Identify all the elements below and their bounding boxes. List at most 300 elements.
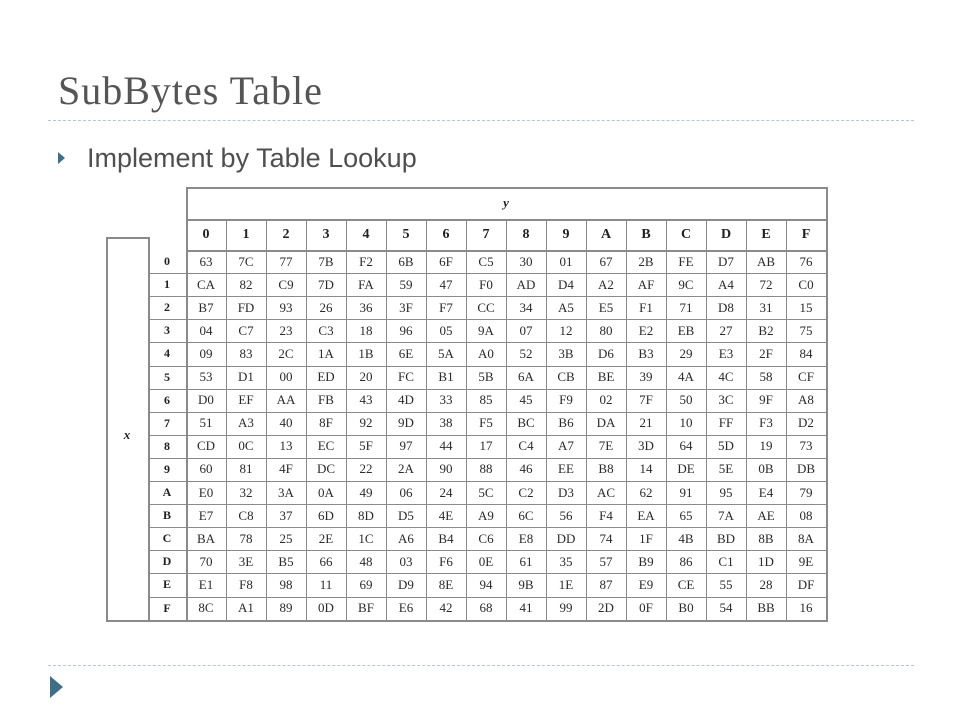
row-header: C: [162, 531, 172, 546]
grid-line: [786, 219, 787, 620]
sbox-cell: CC: [477, 299, 495, 315]
sbox-cell: 65: [679, 507, 693, 523]
sbox-cell: 4E: [438, 507, 454, 523]
sbox-cell: 80: [599, 322, 613, 338]
sbox-cell: 3A: [278, 484, 294, 500]
sbox-cell: BE: [597, 369, 615, 385]
grid-line: [546, 219, 547, 620]
sbox-cell: A2: [598, 276, 614, 292]
sbox-cell: DE: [677, 461, 695, 477]
row-header: A: [162, 485, 172, 500]
sbox-cell: 8B: [758, 530, 774, 546]
sbox-cell: 58: [759, 369, 773, 385]
sbox-cell: D4: [558, 276, 574, 292]
sbox-cell: 29: [679, 345, 693, 361]
grid-line: [148, 573, 826, 574]
sbox-cell: AE: [757, 507, 775, 523]
grid-line: [346, 219, 347, 620]
sbox-cell: D5: [398, 507, 414, 523]
sbox-cell: 8E: [438, 576, 454, 592]
sbox-cell: 8F: [319, 415, 333, 431]
column-header: F: [801, 226, 811, 242]
sbox-cell: 57: [599, 553, 613, 569]
sbox-cell: F1: [639, 299, 653, 315]
sbox-cell: 4C: [718, 369, 734, 385]
sbox-cell: E1: [198, 576, 214, 592]
sbox-cell: 2A: [398, 461, 414, 477]
sbox-cell: 52: [519, 345, 533, 361]
sbox-cell: 7C: [238, 253, 254, 269]
sbox-cell: D3: [558, 484, 574, 500]
sbox-cell: DA: [596, 415, 616, 431]
sbox-cell: 34: [519, 299, 533, 315]
sbox-cell: 5B: [478, 369, 494, 385]
grid-line: [148, 319, 826, 320]
sbox-cell: 10: [679, 415, 693, 431]
sbox-cell: C5: [478, 253, 494, 269]
sbox-cell: 4F: [279, 461, 293, 477]
sbox-cell: 4D: [398, 392, 414, 408]
sbox-cell: F5: [479, 415, 493, 431]
sbox-cell: 26: [319, 299, 333, 315]
sbox-cell: BF: [358, 600, 374, 616]
grid-line: [148, 389, 826, 390]
sbox-cell: 61: [519, 553, 533, 569]
row-header: B: [162, 508, 171, 523]
sbox-cell: EF: [238, 392, 254, 408]
sbox-cell: DF: [797, 576, 815, 592]
sbox-cell: C4: [518, 438, 534, 454]
column-header: 5: [402, 226, 410, 242]
sbox-cell: C6: [478, 530, 494, 546]
column-header: 2: [282, 226, 290, 242]
sbox-cell: 16: [799, 600, 813, 616]
sbox-cell: 90: [439, 461, 453, 477]
sbox-cell: AF: [637, 276, 655, 292]
bullet-arrow-icon: [58, 152, 65, 164]
sbox-cell: E0: [198, 484, 214, 500]
grid-line: [626, 219, 627, 620]
sbox-cell: 3B: [558, 345, 574, 361]
grid-line: [148, 504, 826, 505]
sbox-cell: 0A: [318, 484, 334, 500]
sbox-cell: 08: [799, 507, 813, 523]
column-header: A: [600, 226, 612, 242]
sbox-cell: 2B: [638, 253, 654, 269]
sbox-cell: 3C: [718, 392, 734, 408]
column-header: 6: [442, 226, 450, 242]
sbox-cell: B7: [198, 299, 214, 315]
sbox-cell: 28: [759, 576, 773, 592]
sbox-cell: 5C: [478, 484, 494, 500]
row-header: 5: [164, 369, 170, 384]
sbox-cell: 81: [239, 461, 253, 477]
sbox-cell: D0: [198, 392, 214, 408]
sbox-cell: 44: [439, 438, 453, 454]
grid-line: [706, 219, 707, 620]
sbox-cell: 6E: [398, 345, 414, 361]
sbox-cell: 9A: [478, 322, 494, 338]
sbox-cell: 60: [199, 461, 213, 477]
sbox-table: [106, 187, 826, 629]
sbox-cell: 87: [599, 576, 613, 592]
sbox-cell: D8: [718, 299, 734, 315]
sbox-cell: 53: [199, 369, 213, 385]
x-axis-label: x: [123, 426, 131, 442]
sbox-cell: C7: [238, 322, 254, 338]
sbox-cell: F9: [559, 392, 573, 408]
sbox-cell: E8: [518, 530, 534, 546]
sbox-cell: F7: [439, 299, 453, 315]
sbox-cell: DB: [796, 461, 816, 477]
row-header: 7: [164, 415, 170, 430]
sbox-cell: 8D: [358, 507, 374, 523]
sbox-cell: AB: [756, 253, 776, 269]
sbox-cell: 00: [279, 369, 293, 385]
sbox-cell: 6B: [398, 253, 414, 269]
grid-line: [106, 620, 828, 622]
sbox-cell: 95: [719, 484, 733, 500]
sbox-cell: 75: [799, 322, 813, 338]
sbox-cell: 9E: [798, 553, 814, 569]
column-header: E: [761, 226, 771, 242]
sbox-cell: 22: [359, 461, 373, 477]
sbox-cell: 5F: [359, 438, 373, 454]
bullet-text: Implement by Table Lookup: [87, 142, 417, 173]
grid-line: [106, 237, 150, 239]
grid-line: [826, 187, 828, 621]
column-header: 8: [522, 226, 530, 242]
sbox-cell: 97: [399, 438, 413, 454]
sbox-cell: 04: [199, 322, 213, 338]
sbox-cell: 02: [599, 392, 613, 408]
sbox-cell: 50: [679, 392, 693, 408]
sbox-cell: 94: [479, 576, 493, 592]
slide-title: SubBytes Table: [58, 68, 323, 113]
sbox-cell: 2C: [278, 345, 294, 361]
sbox-cell: 37: [279, 507, 293, 523]
column-header: 1: [242, 226, 250, 242]
sbox-cell: 03: [399, 553, 413, 569]
sbox-cell: FB: [318, 392, 334, 408]
sbox-cell: 0F: [639, 600, 653, 616]
sbox-cell: A9: [478, 507, 494, 523]
sbox-cell: C1: [718, 553, 734, 569]
sbox-cell: CA: [196, 276, 216, 292]
sbox-cell: DD: [556, 530, 576, 546]
sbox-cell: A8: [798, 392, 814, 408]
sbox-cell: FE: [678, 253, 694, 269]
sbox-cell: ED: [317, 369, 335, 385]
y-axis-label: y: [503, 195, 509, 210]
row-header: 2: [164, 300, 170, 315]
grid-line: [148, 296, 826, 297]
sbox-cell: 21: [639, 415, 653, 431]
sbox-cell: 4A: [678, 369, 694, 385]
sbox-cell: B5: [278, 553, 294, 569]
grid-line: [386, 219, 387, 620]
sbox-cell: 63: [199, 253, 213, 269]
sbox-cell: 46: [519, 461, 533, 477]
row-header: D: [162, 554, 172, 569]
grid-line: [148, 342, 826, 343]
sbox-cell: 5E: [718, 461, 734, 477]
row-header: 9: [164, 461, 170, 476]
sbox-cell: A3: [238, 415, 254, 431]
grid-line: [266, 219, 267, 620]
sbox-cell: 23: [279, 322, 293, 338]
sbox-cell: 2D: [598, 600, 614, 616]
sbox-cell: 9B: [518, 576, 534, 592]
sbox-cell: 17: [479, 438, 493, 454]
sbox-cell: 01: [559, 253, 573, 269]
sbox-cell: DC: [316, 461, 336, 477]
sbox-cell: 5A: [438, 345, 454, 361]
sbox-cell: CD: [196, 438, 216, 454]
sbox-cell: E2: [638, 322, 654, 338]
grid-line: [148, 273, 826, 274]
sbox-cell: 31: [759, 299, 773, 315]
sbox-cell: 1B: [358, 345, 374, 361]
sbox-cell: 06: [399, 484, 413, 500]
sbox-cell: 66: [319, 553, 333, 569]
sbox-cell: 1E: [558, 576, 574, 592]
sbox-cell: BA: [196, 530, 216, 546]
sbox-cell: 5D: [718, 438, 734, 454]
sbox-cell: F2: [359, 253, 373, 269]
sbox-cell: 6A: [518, 369, 534, 385]
sbox-cell: 51: [199, 415, 213, 431]
sbox-cell: A1: [238, 600, 254, 616]
sbox-cell: 62: [639, 484, 653, 500]
row-header: 6: [164, 392, 170, 407]
sbox-cell: 45: [519, 392, 533, 408]
sbox-cell: 25: [279, 530, 293, 546]
sbox-cell: 8A: [798, 530, 814, 546]
sbox-cell: 27: [719, 322, 733, 338]
sbox-cell: A0: [478, 345, 494, 361]
grid-line: [186, 187, 827, 189]
sbox-cell: C8: [238, 507, 254, 523]
sbox-cell: 24: [439, 484, 453, 500]
row-header: 1: [164, 277, 170, 292]
sbox-cell: 7F: [639, 392, 653, 408]
row-header: 4: [164, 346, 170, 361]
sbox-cell: 30: [519, 253, 533, 269]
sbox-cell: B2: [758, 322, 774, 338]
sbox-cell: 88: [479, 461, 493, 477]
sbox-cell: 79: [799, 484, 813, 500]
sbox-cell: 8C: [198, 600, 214, 616]
sbox-cell: 69: [359, 576, 373, 592]
sbox-cell: 91: [679, 484, 693, 500]
sbox-cell: 14: [639, 461, 653, 477]
sbox-cell: EE: [558, 461, 574, 477]
footer-divider: [48, 665, 914, 666]
sbox-cell: 74: [599, 530, 613, 546]
sbox-cell: 99: [559, 600, 573, 616]
sbox-cell: 1A: [318, 345, 334, 361]
sbox-cell: 38: [439, 415, 453, 431]
sbox-cell: 6D: [318, 507, 334, 523]
sbox-cell: F6: [439, 553, 453, 569]
sbox-cell: 47: [439, 276, 453, 292]
grid-line: [746, 219, 747, 620]
sbox-cell: D6: [598, 345, 614, 361]
sbox-cell: A5: [558, 299, 574, 315]
sbox-cell: 2E: [318, 530, 334, 546]
sbox-cell: 4B: [678, 530, 694, 546]
sbox-cell: 96: [399, 322, 413, 338]
sbox-cell: 55: [719, 576, 733, 592]
sbox-cell: EB: [677, 322, 695, 338]
sbox-cell: CE: [677, 576, 695, 592]
sbox-cell: C3: [318, 322, 334, 338]
sbox-cell: 43: [359, 392, 373, 408]
sbox-cell: 9D: [398, 415, 414, 431]
grid-line: [226, 219, 227, 620]
sbox-cell: 41: [519, 600, 533, 616]
sbox-cell: 84: [799, 345, 813, 361]
sbox-cell: 40: [279, 415, 293, 431]
sbox-cell: BB: [757, 600, 775, 616]
sbox-cell: E7: [198, 507, 214, 523]
column-header: 0: [202, 226, 210, 242]
sbox-cell: 83: [239, 345, 253, 361]
sbox-cell: 76: [799, 253, 813, 269]
sbox-cell: 20: [359, 369, 373, 385]
grid-line: [148, 458, 826, 459]
sbox-cell: 3E: [238, 553, 254, 569]
grid-line: [506, 219, 507, 620]
grid-line: [148, 412, 826, 413]
sbox-cell: E4: [758, 484, 774, 500]
sbox-cell: FF: [718, 415, 734, 431]
sbox-cell: 64: [679, 438, 693, 454]
sbox-cell: 42: [439, 600, 453, 616]
sbox-cell: FA: [358, 276, 374, 292]
row-header: 0: [164, 254, 170, 269]
grid-line: [148, 550, 826, 551]
sbox-cell: B4: [438, 530, 454, 546]
sbox-cell: 73: [799, 438, 813, 454]
sbox-cell: EC: [317, 438, 335, 454]
grid-line: [666, 219, 667, 620]
sbox-cell: D9: [398, 576, 414, 592]
grid-line: [466, 219, 467, 620]
sbox-cell: D1: [238, 369, 254, 385]
sbox-cell: CF: [798, 369, 814, 385]
sbox-cell: 7E: [598, 438, 614, 454]
sbox-cell: C9: [278, 276, 294, 292]
sbox-cell: 0D: [318, 600, 334, 616]
sbox-cell: 0E: [478, 553, 494, 569]
sbox-cell: AD: [516, 276, 536, 292]
sbox-cell: 1C: [358, 530, 374, 546]
row-header: E: [162, 577, 171, 592]
row-header: F: [163, 600, 171, 615]
sbox-cell: 56: [559, 507, 573, 523]
sbox-cell: 67: [599, 253, 613, 269]
sbox-cell: BC: [517, 415, 535, 431]
sbox-cell: 49: [359, 484, 373, 500]
bullet-item: [58, 138, 417, 178]
column-header: C: [680, 226, 692, 242]
grid-line: [148, 481, 826, 482]
sbox-cell: 32: [239, 484, 253, 500]
sbox-cell: AA: [276, 392, 296, 408]
column-header: D: [720, 226, 732, 242]
sbox-cell: B0: [678, 600, 694, 616]
sbox-cell: 2F: [759, 345, 773, 361]
sbox-cell: 35: [559, 553, 573, 569]
sbox-cell: B9: [638, 553, 654, 569]
sbox-cell: 19: [759, 438, 773, 454]
grid-line: [106, 237, 108, 620]
sbox-cell: E3: [718, 345, 734, 361]
sbox-cell: 36: [359, 299, 373, 315]
sbox-cell: D2: [798, 415, 814, 431]
sbox-cell: 15: [799, 299, 813, 315]
sbox-cell: 11: [319, 576, 333, 592]
grid-line: [186, 187, 188, 620]
sbox-cell: 70: [199, 553, 213, 569]
sbox-cell: 92: [359, 415, 373, 431]
sbox-cell: 48: [359, 553, 373, 569]
sbox-cell: 71: [679, 299, 693, 315]
column-header: 7: [482, 226, 490, 242]
sbox-cell: 33: [439, 392, 453, 408]
sbox-cell: 7D: [318, 276, 334, 292]
column-header: 4: [362, 226, 370, 242]
sbox-cell: 9C: [678, 276, 694, 292]
grid-line: [426, 219, 427, 620]
sbox-cell: 68: [479, 600, 493, 616]
grid-line: [586, 219, 587, 620]
grid-line: [148, 597, 826, 598]
sbox-cell: C2: [518, 484, 534, 500]
sbox-cell: 3D: [638, 438, 654, 454]
sbox-cell: 59: [399, 276, 413, 292]
sbox-cell: 07: [519, 322, 533, 338]
sbox-cell: 93: [279, 299, 293, 315]
sbox-cell: 0B: [758, 461, 774, 477]
sbox-cell: 72: [759, 276, 773, 292]
slide-marker-icon: [50, 676, 63, 698]
grid-line: [148, 366, 826, 367]
grid-line: [148, 435, 826, 436]
column-header: 3: [322, 226, 330, 242]
sbox-cell: 1F: [639, 530, 653, 546]
grid-line: [148, 527, 826, 528]
sbox-cell: 54: [719, 600, 733, 616]
sbox-cell: F8: [239, 576, 253, 592]
sbox-cell: 7B: [318, 253, 334, 269]
sbox-cell: 1D: [758, 553, 774, 569]
sbox-cell: A7: [558, 438, 574, 454]
sbox-cell: BD: [716, 530, 736, 546]
sbox-cell: 86: [679, 553, 693, 569]
sbox-cell: E6: [398, 600, 414, 616]
sbox-cell: D7: [718, 253, 734, 269]
sbox-cell: C0: [798, 276, 814, 292]
row-header: 8: [164, 438, 170, 453]
sbox-cell: F0: [479, 276, 493, 292]
sbox-cell: E5: [598, 299, 614, 315]
sbox-cell: 82: [239, 276, 253, 292]
sbox-cell: 39: [639, 369, 653, 385]
sbox-cell: FD: [237, 299, 255, 315]
